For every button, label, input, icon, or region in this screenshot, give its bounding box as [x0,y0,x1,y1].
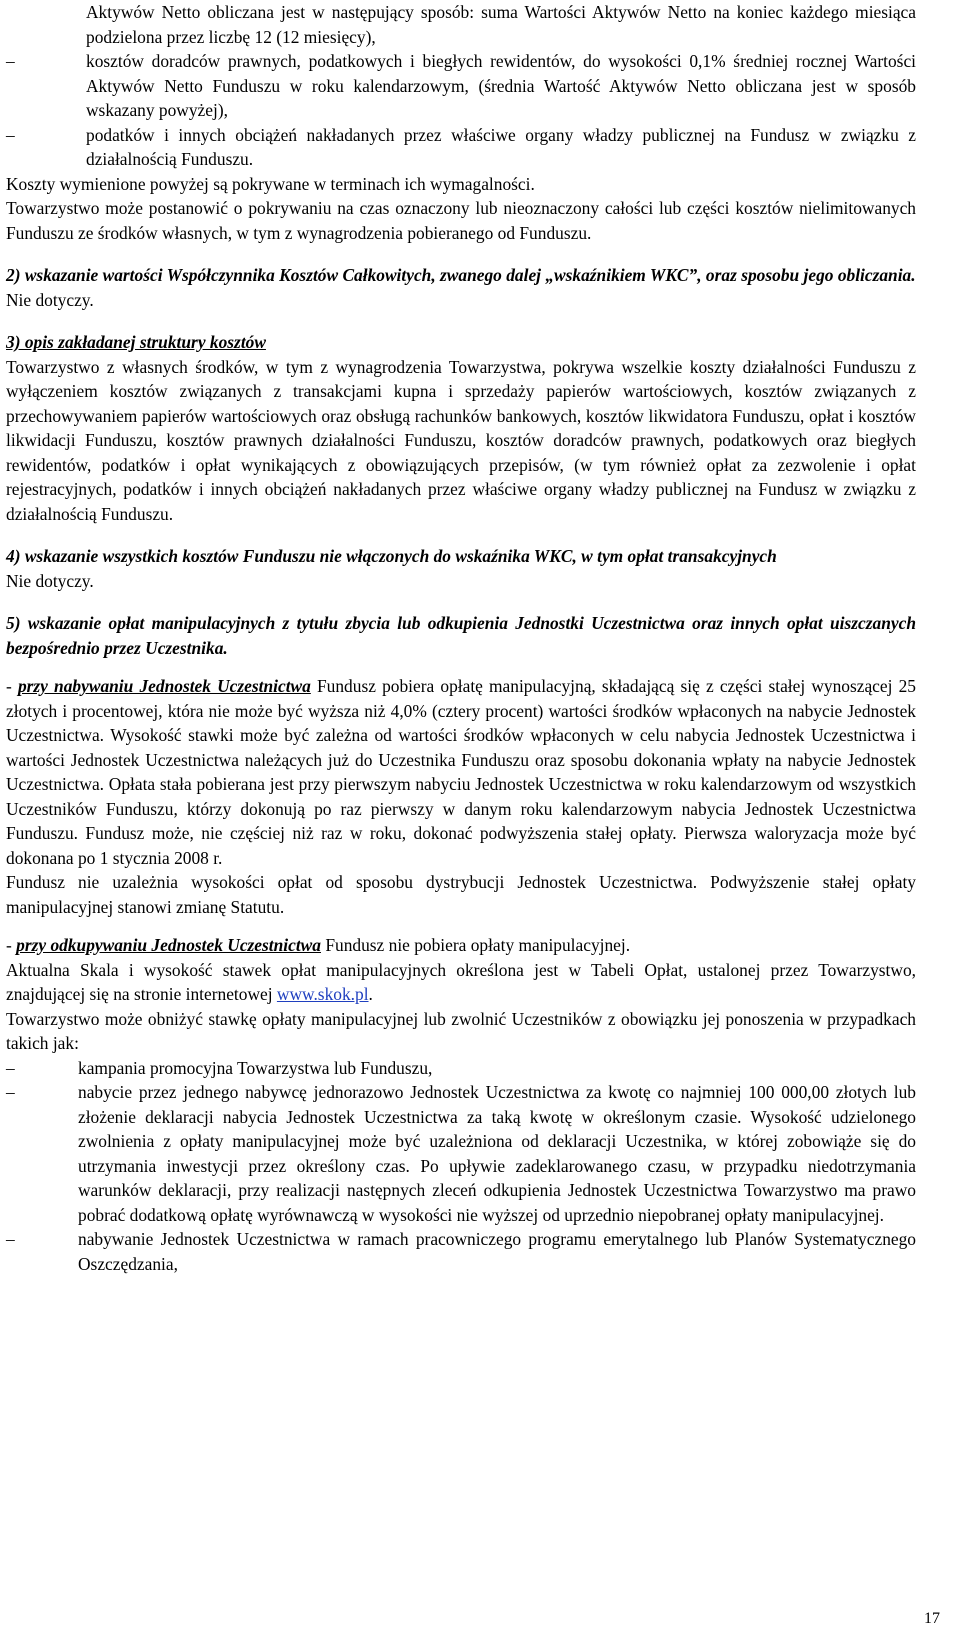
section-2-heading: 2) wskazanie wartości Współczynnika Kosztów Całkowitych, zwanego dalej „wskaźnikiem WKC”, oraz sposobu jego obliczania. [6,265,916,285]
redemption-fee-label: przy odkupywaniu Jednostek Uczestnictwa [16,935,321,955]
purchase-fee-paragraph: - przy nabywaniu Jednostek Uczestnictwa Fundusz pobiera opłatę manipulacyjną, składającą się z części stałej wynoszącej 25 złotych i procentowej, która nie może być wyższa niż 4,0% (cztery procent) wartości środków wpłaconych na nabycie Jednostek Uczestnictwa. Wysokość stawki może być zależna od wartości środków wpłaconych w celu nabycia Jednostek Uczestnictwa i wartości Jednostek Uczestnictwa należących już do Uczestnika Funduszu oraz sposobu dokonania wpłaty na nabycie Jednostek Uczestnictwa. Opłata stała pobierana jest przy pierwszym nabyciu Jednostek Uczestnictwa w roku kalendarzowym od wszystkich Uczestników Funduszu, którzy dokonują po raz pierwszy w danym roku kalendarzowym nabycia Jednostek Uczestnictwa Funduszu. Fundusz może, nie częściej niż raz w roku, dokonać podwyższenia stałej opłaty. Pierwsza waloryzacja może być dokonana po 1 stycznia 2008 r. [6,676,916,868]
list-item-text: podatków i innych obciążeń nakładanych przez właściwe organy władzy publicznej na Fundusz w związku z działalnością Funduszu. [86,124,916,169]
list-item-text: kosztów doradców prawnych, podatkowych i biegłych rewidentów, do wysokości 0,1% średniej rocznej Wartości Aktywów Netto Funduszu w roku kalendarzowym, (średnia Wartość Aktywów Netto obliczana jest w sposób wskazany powyżej), [86,51,916,120]
fee-table-paragraph: Aktualna Skala i wysokość stawek opłat manipulacyjnych określona jest w Tabeli Opłat, ustalonej przez Towarzystwo, znajdującej się na stronie internetowej www.skok.pl. [6,959,916,1004]
distribution-paragraph: Fundusz nie uzależnia wysokości opłat od sposobu dystrybucji Jednostek Uczestnictwa. Podwyższenie stałej opłaty manipulacyjnej stanowi zmianę Statutu. [6,872,916,917]
purchase-fee-label: przy nabywaniu Jednostek Uczestnictwa [17,676,311,696]
dash-bullet: – [6,1057,15,1078]
list-item-text: nabycie przez jednego nabywcę jednorazowo Jednostek Uczestnictwa za kwotę co najmniej 100 000,00 złotych lub złożenie deklaracji nabycia Jednostek Uczestnictwa za taką kwotę w określonym czasie. Wysokość udzielonego zwolnienia z opłaty manipulacyjnej może być uzależniona od deklaracji Uczestnika, w której zobowiąże się do utrzymania inwestycji przez określony czas. Po upływie zadeklarowanego czasu, w przypadku niedotrzymania warunków deklaracji, przy realizacji następnych zleceń odkupienia Jednostek Uczestnictwa Towarzystwo ma prawo pobrać dodatkową opłatę wyrównawczą w wysokości nie wyższej od uprzednio niepobranej opłaty manipulacyjnej. [78,1082,916,1225]
list-item-text: nabywanie Jednostek Uczestnictwa w ramach pracowniczego programu emerytalnego lub Planów Systematycznego Oszczędzania, [78,1229,916,1274]
list-item [6,1227,916,1276]
dash-bullet: – [6,51,15,71]
dash-bullet: – [6,1082,15,1102]
company-paragraph: Towarzystwo może postanowić o pokrywaniu na czas oznaczony lub nieoznaczony całości lub części kosztów nielimitowanych Funduszu ze środków własnych, w tym z wynagrodzenia pobieranego od Funduszu. [6,198,916,243]
document-page [6,0,916,1276]
list-item [6,1080,916,1227]
page-number: 17 [924,1609,940,1627]
section-2-body: Nie dotyczy. [6,289,94,310]
section-3-heading: 3) opis zakładanej struktury kosztów [6,332,266,352]
section-3-body: Towarzystwo z własnych środków, w tym z wynagrodzenia Towarzystwa, pokrywa wszelkie koszty działalności Funduszu z wyłączeniem kosztów związanych z transakcjami kupna i sprzedaży papierów wartościowych, kosztów związanych z przechowywaniem papierów wartościowych oraz obsługą rachunków bankowych, kosztów likwidatora Funduszu, opłat i kosztów likwidacji Funduszu, kosztów prawnych działalności Funduszu, kosztów doradców prawnych, podatkowych oraz biegłych rewidentów, podatków i opłat wynikających z obowiązujących przepisów, (w tym również opłat za zezwolenie i opłat rejestracyjnych, podatków i innych obciążeń nakładanych przez właściwe organy władzy publicznej na Fundusz w związku z działalnością Funduszu. [6,356,916,524]
list-item [6,49,916,123]
website-link[interactable]: www.skok.pl [276,984,369,1004]
list-item-text: kampania promocyjna Towarzystwa lub Funduszu, [78,1057,433,1078]
dash-bullet: – [6,1229,15,1249]
continued-text: Aktywów Netto obliczana jest w następujący sposób: suma Wartości Aktywów Netto na koniec każdego miesiąca podzielona przez liczbę 12 (12 miesięcy), [86,2,916,47]
fee-reduction-paragraph: Towarzystwo może obniżyć stawkę opłaty manipulacyjnej lub zwolnić Uczestników z obowiązku jej ponoszenia w przypadkach takich jak: [6,1008,916,1053]
dash-bullet: – [6,124,15,145]
list-item [6,1056,916,1081]
section-4-heading: 4) wskazanie wszystkich kosztów Funduszu nie włączonych do wskaźnika WKC, w tym opłat transakcyjnych [6,546,777,566]
section-4-body: Nie dotyczy. [6,570,94,591]
costs-paragraph: Koszty wymienione powyżej są pokrywane w terminach ich wymagalności. [6,173,535,194]
section-5-heading: 5) wskazanie opłat manipulacyjnych z tytułu zbycia lub odkupienia Jednostki Uczestnictwa oraz innych opłat uiszczanych bezpośrednio przez Uczestnika. [6,613,916,658]
list-item [6,123,916,172]
redemption-fee-paragraph: - przy odkupywaniu Jednostek Uczestnictwa Fundusz nie pobiera opłaty manipulacyjnej. [6,935,631,955]
